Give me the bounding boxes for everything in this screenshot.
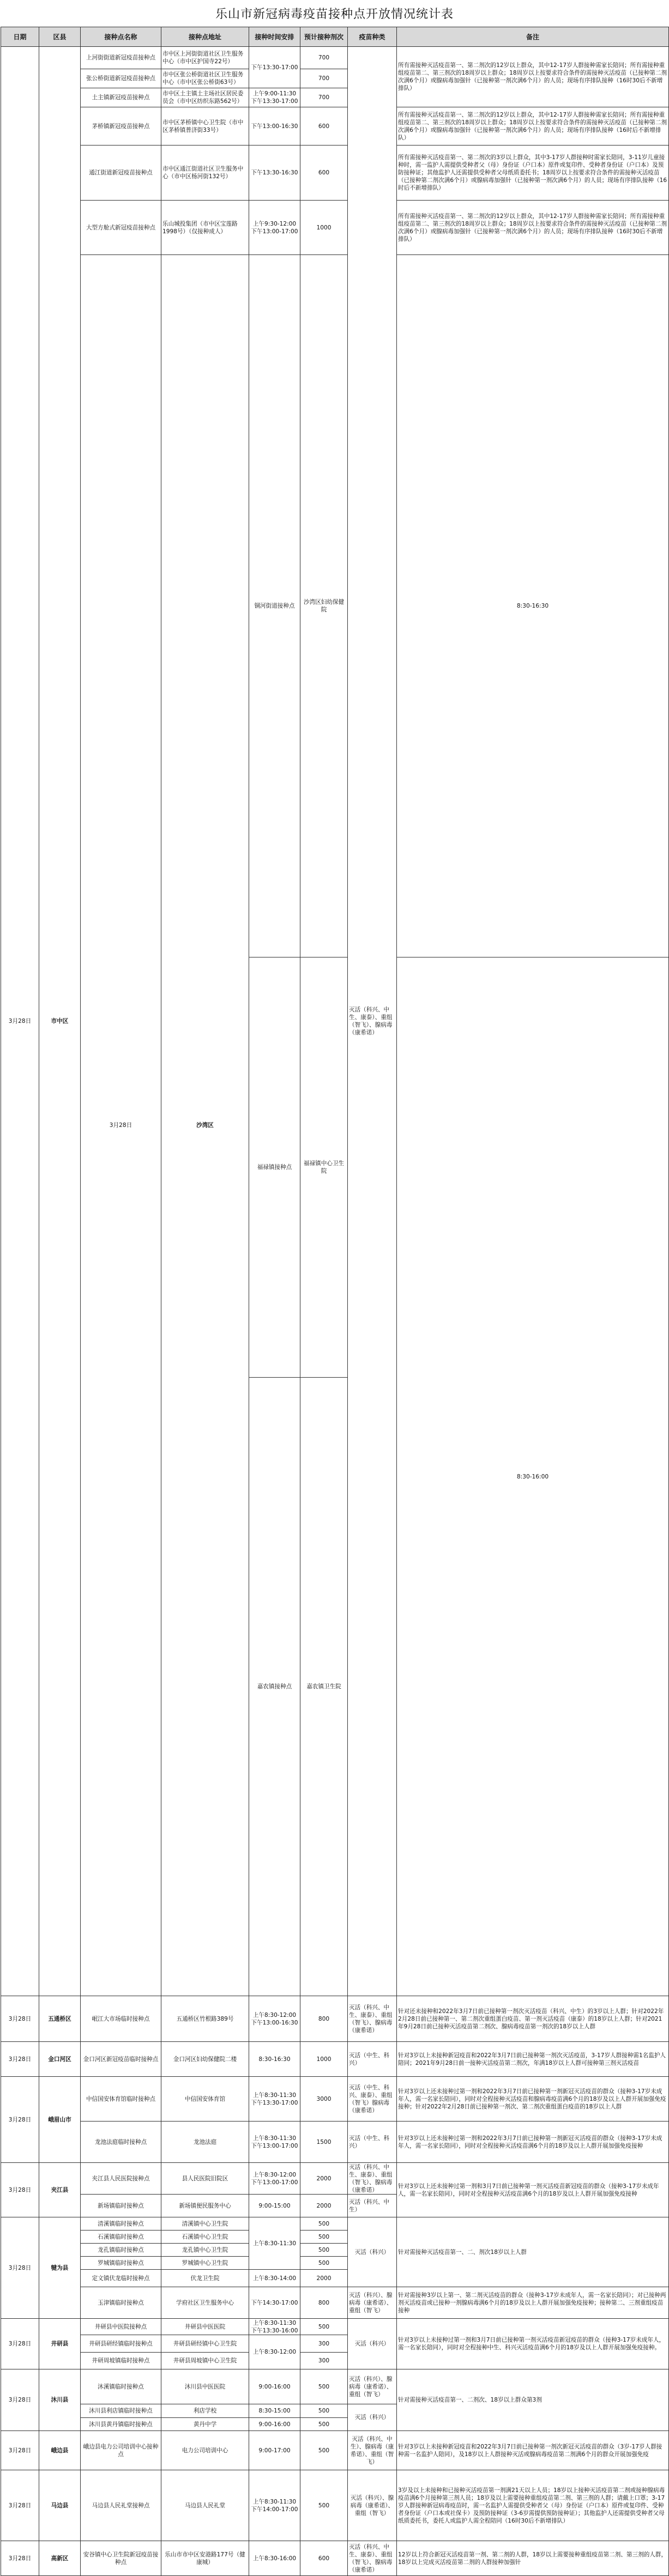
table-cell: 600 [300, 146, 348, 201]
table-cell: 上午8:30-14:00 [249, 2270, 300, 2287]
table-cell: 茅桥镇新冠疫苗接种点 [81, 107, 161, 146]
table-cell: 井研县研经镇临时接种点 [81, 2335, 161, 2353]
table-cell: 300 [300, 2353, 348, 2369]
header-site-name: 接种点名称 [81, 27, 161, 47]
table-cell: 龙孔镇中心卫生院 [161, 2244, 249, 2257]
table-row [1, 107, 669, 146]
table-cell: 新场镇便民服务中心 [161, 2195, 249, 2217]
table-cell: 3月28日 [1, 2431, 39, 2470]
table-cell: 罗城镇中心卫生院 [161, 2257, 249, 2270]
table-cell: 针对3岁以上未接种过第一剂和3月7日前已接种第一剂灭活疫苗新冠疫苗的群众（接种3-17岁未成年人，需一名家长陪同），同时对全程接种中生、科兴灭活疫苗满6个月的18岁及以上人群开展加强免疫接种。 [397, 2319, 669, 2369]
table-cell: 灭活（科兴） [348, 2404, 397, 2431]
table-cell: 沐川县利店镇临时接种点 [81, 2404, 161, 2418]
table-cell: 灭活（科兴、中生）、腺病毒（康希诺）、重组（智飞） [348, 2431, 397, 2470]
table-row [1, 2077, 669, 2122]
header-doses: 预计接种剂次 [300, 27, 348, 47]
table-cell: 安谷镇中心卫生院新冠疫苗接种点 [81, 2541, 161, 2576]
table-cell: 上午8:30-12:00 [249, 2335, 300, 2369]
table-cell: 市中区 [39, 47, 81, 1996]
table-cell: 针对3岁以上还未接种过第一剂和2022年3月7日前已接种第一剂新冠灭活疫苗的群众（接种3-17岁未成年人，需一名家长陪同），同时对全程接种灭活疫苗和腺病毒疫苗满6个月的18岁及以上人群开展加强免疫接种；针对2022年2月28日前已接种第一剂次、第二剂次重组蛋白疫苗的18岁以上人群 [397, 2077, 669, 2122]
table-cell: 五通桥区 [39, 1996, 81, 2042]
table-cell: 灭活（科兴） [348, 2319, 397, 2369]
table-cell: 市中区通江街道社区卫生服务中心（市中区杨河街132号） [161, 146, 249, 201]
table-cell: 所有需接种灭活疫苗第一、第二剂次的3岁以上群众，其中3-17岁人群接种时需家长陪同，3-11岁儿童接种时，需一监护人需提供受种者父（母）身份证（户口本）原件或复印件、受种者身份证（户口本）及预防接种证；其他监护人还需提供受种者父母纸质委托书；18周岁以上按要求符合条件的需接种灭活疫苗（已接种第二剂次满6个月）或腺病毒加强针（已接种第一剂次满6个月）的人员；现场有序排队接种（16时后不新增排队） [397, 146, 669, 201]
table-cell: 市中区上河街街道社区卫生服务中心（市中区护国寺22号） [161, 47, 249, 69]
table-cell: 灭活（科兴、中生、康泰）、重组（智飞）、腺病毒（康希诺） [348, 2541, 397, 2576]
table-cell: 定文镇伏龙临时接种点 [81, 2270, 161, 2287]
table-cell: 大型方舱式新冠疫苗接种点 [81, 201, 161, 255]
table-cell: 灭活（中生、科兴） [348, 2042, 397, 2077]
table-cell: 新场镇临时接种点 [81, 2195, 161, 2217]
table-row [1, 1996, 669, 2042]
table-cell: 3月28日 [1, 2319, 39, 2369]
table-cell: 马边县 [39, 2470, 81, 2541]
table-body [1, 47, 669, 2576]
table-cell: 针对还未接种和2022年3月7日前已接种第一剂次灭活疫苗（科兴、中生）的3岁以上人群；针对2022年2月28日前已接种第一、第二剂次重组蛋白疫苗、第一剂灭活疫苗（康泰）的18岁以上人群；针对2021年9月28日前已接种灭活疫苗第二剂次、腺病毒疫苗第一剂次的18岁以上人群 [397, 1996, 669, 2042]
table-cell: 岷江大市场临时接种点 [81, 1996, 161, 2042]
table-cell: 3月28日 [1, 2163, 39, 2217]
table-cell: 清溪镇中心卫生院 [161, 2217, 249, 2230]
table-cell: 黄丹中学 [161, 2418, 249, 2431]
table-cell: 金口河区妇幼保健院二楼 [161, 2042, 249, 2077]
table-cell: 8:30-16:00 [397, 957, 669, 1996]
table-cell: 9:00-16:00 [249, 2418, 300, 2431]
table-cell: 灭活（科兴） [348, 2217, 397, 2287]
table-cell: 3月28日 [1, 2077, 39, 2163]
table-cell: 下午13:30-16:30 [249, 146, 300, 201]
table-cell: 8:30-16:30 [249, 2042, 300, 2077]
table-cell: 玉津镇临时接种点 [81, 2287, 161, 2319]
table-cell: 500 [300, 2319, 348, 2335]
table-row [1, 2470, 669, 2541]
table-cell: 下午13:00-16:30 [249, 107, 300, 146]
table-cell: 井研县中医医院 [161, 2319, 249, 2335]
table-cell: 针对3岁以上还未接种过第一剂和3月7日前已接种第一剂灭活疫苗新冠疫苗的群众（接种3-17岁未成年人，需一名家长陪同），同时对全程接种灭活疫苗满6个月的18岁及以上人群开展加强免疫接种 [397, 2163, 669, 2217]
table-cell: 石溪镇中心卫生院 [161, 2230, 249, 2244]
table-cell: 上午8:30-11:30 下午13:30-16:00 [249, 2319, 300, 2335]
table-cell: 金口河区新冠疫苗临时接种点 [81, 2042, 161, 2077]
table-cell: 市中区土主镇土主场社区居民委员会（市中区纺织东路562号） [161, 88, 249, 107]
table-cell: 马边县人民礼堂 [161, 2470, 249, 2541]
table-cell: 石溪镇临时接种点 [81, 2230, 161, 2244]
table-cell: 500 [300, 2431, 348, 2470]
table-row [1, 2431, 669, 2470]
table-cell: 9:00-15:00 [249, 2195, 300, 2217]
table-cell: 500 [300, 2217, 348, 2230]
table-cell: 9:00-16:00 [249, 2369, 300, 2404]
table-cell: 学府社区卫生服务中心 [161, 2287, 249, 2319]
table-cell: 井研县中医院接种点 [81, 2319, 161, 2335]
table-cell: 沐川县中医医院 [161, 2369, 249, 2404]
table-row [1, 2369, 669, 2404]
table-row [1, 47, 669, 69]
table-cell: 上午8:30-12:00 下午13:00-17:00 [249, 2163, 300, 2195]
table-cell: 中信国安体育馆 [161, 2077, 249, 2122]
table-cell: 1500 [300, 2122, 348, 2163]
table-cell: 灭活（科兴、中生、康泰）、重组（智飞）、腺病毒（康希诺） [348, 1996, 397, 2042]
table-cell: 500 [300, 2244, 348, 2257]
table-cell: 3月28日 [1, 2369, 39, 2431]
table-cell: 沙湾区妇幼保健院 [300, 255, 348, 957]
table-cell: 3岁及以上未接种和已接种灭活疫苗第一剂满21天以上人员；18岁以上接种灭活疫苗第二剂或接种腺病毒疫苗满6个月接种第三剂人员；18岁及以上需要接种重组疫苗第二剂、第三剂的人群；请戴上口罩；3-17岁人群接种新冠病毒疫苗时，需一名监护人需提供受种者父（母）身份证（户口本）原件或复印件、受种者身份证（户口本或社保卡）及预防接种证（3-6岁需提供预防接种证）；其他监护人还需提供受种者父母纸质委托书，委托人或监护人需全程陪同（16时30后不新增排队） [397, 2470, 669, 2541]
header-site-address: 接种点地址 [161, 27, 249, 47]
header-date: 日期 [1, 27, 39, 47]
table-cell: 峨边县 [39, 2431, 81, 2470]
table-row [1, 2287, 669, 2319]
table-cell: 所有需接种灭活疫苗第一、第二剂次的12岁以上群众，其中12-17岁人群接种需家长陪同；所有需接种重组疫苗第二、第三剂次的18周岁以上群众；18周岁以上按要求符合条件的需接种灭活疫苗（已接种第二剂次满6个月）或腺病毒加强针（已接种第一剂次满6个月）的人员；现场有序排队接种（16时30后不新增排队） [397, 201, 669, 255]
table-cell: 中信国安体育馆临时接种点 [81, 2077, 161, 2122]
table-cell: 3月28日 [1, 1996, 39, 2042]
table-cell: 上午8:30-11:30 [249, 2217, 300, 2270]
table-cell: 井研周坡镇临时接种点 [81, 2353, 161, 2369]
header-vaccine-type: 疫苗种类 [348, 27, 397, 47]
table-cell: 1000 [300, 201, 348, 255]
table-cell: 上午8:30-16:00 [249, 2541, 300, 2576]
table-cell: 2000 [300, 2270, 348, 2287]
header-schedule: 接种时间安排 [249, 27, 300, 47]
header-row [1, 27, 669, 47]
table-cell: 500 [300, 2369, 348, 2404]
table-cell: 700 [300, 69, 348, 88]
table-cell: 井研县周坡镇中心卫生院 [161, 2353, 249, 2369]
table-cell: 针对3岁以上未接种新冠疫苗和2022年3月7日前已接种第一剂次灭活疫苗，3-17岁人群接种需1名监护人陪同；2021年9月28日前一接种灭活疫苗第二剂次，年满18岁以上人群可接种第三剂灭活疫苗 [397, 2042, 669, 2077]
table-cell: 铜河街道接种点 [249, 255, 300, 957]
table-cell: 马边县人民礼堂接种点 [81, 2470, 161, 2541]
table-cell: 峨眉山市 [39, 2077, 81, 2163]
table-cell: 600 [300, 107, 348, 146]
table-cell: 市中区张公桥街道社区卫生服务中心（市中区张公桥街63号） [161, 69, 249, 88]
table-cell: 3月28日 [81, 255, 161, 1996]
table-cell: 500 [300, 2230, 348, 2244]
table-cell: 上午9:30-12:00 下午13:00-17:00 [249, 201, 300, 255]
table-cell: 500 [300, 2404, 348, 2418]
table-cell: 针对需接种灭活疫苗第一、二、剂次18岁以上人群 [397, 2217, 669, 2287]
table-cell: 针对3岁以上还未接种过第一剂和2022年3月7日前已接种第一剂新冠灭活疫苗的群众（接种3-17岁未成年人，需一名家长陪同），同时对全程接种灭活疫苗满6个月的18岁及以上人群开展加强免疫接种 [397, 2122, 669, 2163]
table-cell: 1000 [300, 2042, 348, 2077]
table-cell: 灭活（科兴、中生、康泰）、重组（智飞）、腺病毒（康希诺） [348, 47, 397, 1996]
table-cell: 沐川县 [39, 2369, 81, 2431]
table-cell: 乐山市市中区安港路177号（健康城） [161, 2541, 249, 2576]
table-cell: 沐川县黄丹镇临时接种点 [81, 2418, 161, 2431]
table-cell: 灭活（科兴、中生） [348, 2195, 397, 2217]
table-cell: 福禄镇接种点 [249, 957, 300, 1378]
table-cell: 灭活（科兴）、腺病毒（康希诺）、重组（智飞） [348, 2470, 397, 2541]
table-cell: 3月28日 [1, 2042, 39, 2077]
table-row [1, 146, 669, 201]
table-cell: 五通桥区竹根路389号 [161, 1996, 249, 2042]
table-cell: 市中区茅桥镇中心卫生院（市中区茅桥镇普济街33号） [161, 107, 249, 146]
table-cell: 夹江县 [39, 2163, 81, 2217]
table-cell: 3000 [300, 2077, 348, 2122]
table-cell: 500 [300, 2418, 348, 2431]
table-cell: 嘉农镇接种点 [249, 1378, 300, 1996]
table-cell: 峨边县电力公司培训中心接种点 [81, 2431, 161, 2470]
table-cell: 灭活（科兴）、腺病毒（康希诺）、重组（智飞） [348, 2287, 397, 2319]
table-row [1, 2122, 669, 2163]
table-cell: 福禄镇中心卫生院 [300, 957, 348, 1378]
table-cell: 金口河区 [39, 2042, 81, 2077]
table-cell: 针对需接种3岁以上第一、第二剂灭活疫苗的群众（接种3-17岁未成年人，需一名家长陪同）；对已接种两剂灭活疫苗或已接种一剂腺病毒满6个月的18岁及以上人群开展加强免疫接种；接种第二、三剂重组疫苗接种 [397, 2287, 669, 2319]
table-cell: 500 [300, 2470, 348, 2541]
table-cell: 乐山城投集团（市中区宝莲路1998号）（仅接种成人） [161, 201, 249, 255]
table-cell: 500 [300, 2257, 348, 2270]
table-cell: 井研县 [39, 2319, 81, 2369]
table-cell: 上午8:30-11:30 下午14:00-17:00 [249, 2470, 300, 2541]
table-cell: 2000 [300, 2195, 348, 2217]
table-cell: 3月28日 [1, 47, 39, 1996]
table-cell: 利店学校 [161, 2404, 249, 2418]
header-district: 区县 [39, 27, 81, 47]
table-cell: 犍为县 [39, 2217, 81, 2319]
table-cell: 张公桥街道新冠疫苗接种点 [81, 69, 161, 88]
table-cell: 罗城镇临时接种点 [81, 2257, 161, 2270]
table-cell: 县人民医院旧院区 [161, 2163, 249, 2195]
table-cell: 所有需接种灭活疫苗第一、第二剂次的12岁以上群众，其中12-17岁人群接种需家长陪同；所有需接种重组疫苗第二、第三剂次的18周岁以上群众；18周岁以上按要求符合条件的需接种灭活疫苗（已接种第二剂次满6个月）或腺病毒加强针（已接种第一剂次满6个月）的人员；现场有序排队接种（16时30后不新增排队） [397, 47, 669, 107]
table-cell: 夹江县人民医院接种点 [81, 2163, 161, 2195]
table-cell: 700 [300, 88, 348, 107]
vaccination-table [1, 27, 669, 2576]
table-cell: 上午8:30-12:00 下午13:00-16:30 [249, 1996, 300, 2042]
table-cell: 高新区 [39, 2541, 81, 2576]
table-cell: 龙池法庭临时接种点 [81, 2122, 161, 2163]
table-cell: 8:30-16:30 [397, 255, 669, 957]
table-cell: 12岁以上符合新冠灭活疫苗第一剂、第二剂的人群，18岁以上需要接种重组疫苗第二剂、第三剂的人群，18岁以上完成灭活疫苗第二剂的人群接种加强针 [397, 2541, 669, 2576]
table-cell: 所有需接种灭活疫苗第一、第二剂次的12岁以上群众，其中12-17岁人群接种需家长陪同；所有需接种重组疫苗第二、第三剂次的18周岁以上群众；18周岁以上按要求符合条件的需接种灭活疫苗（已接种第二剂次满6个月）或腺病毒加强针（已接种第一剂次满6个月）的人员；现场有序排队接种（16时后不新增排队） [397, 107, 669, 146]
table-cell: 上午8:30-11:30 下午13:30-17:00 [249, 2077, 300, 2122]
table-row [1, 2319, 669, 2335]
table-cell: 龙孔镇临时接种点 [81, 2244, 161, 2257]
table-cell: 上河街街道新冠疫苗接种点 [81, 47, 161, 69]
header-notes: 备注 [397, 27, 669, 47]
table-cell: 沐溪镇临时接种点 [81, 2369, 161, 2404]
table-cell: 上午8:30-11:30 下午13:00-17:00 [249, 2122, 300, 2163]
table-cell: 800 [300, 2287, 348, 2319]
table-row [1, 2163, 669, 2195]
table-row [1, 2217, 669, 2230]
table-cell: 针对需接种灭活疫苗第一、二剂次、18岁以上群众第3剂 [397, 2369, 669, 2431]
table-cell: 灭活（中生、科兴） [348, 2122, 397, 2163]
table-cell: 灭活（科兴）、腺病毒（康希诺）、重组（智飞） [348, 2369, 397, 2404]
table-cell: 8:30-15:00 [249, 2404, 300, 2418]
table-row [1, 2541, 669, 2576]
table-cell: 电力公司培训中心 [161, 2431, 249, 2470]
table-cell: 700 [300, 47, 348, 69]
table-cell: 3月28日 [1, 2470, 39, 2541]
table-cell: 伏龙卫生院 [161, 2270, 249, 2287]
table-cell: 600 [300, 2541, 348, 2576]
table-cell: 下午14:30-17:00 [249, 2287, 300, 2319]
table-cell: 通江街道新冠疫苗接种点 [81, 146, 161, 201]
table-row [1, 255, 669, 957]
table-cell: 下午13:30-17:00 [249, 47, 300, 88]
table-cell: 井研县研经镇中心卫生院 [161, 2335, 249, 2353]
table-row [1, 201, 669, 255]
table-cell: 上午9:00-11:30 下午13:30-17:00 [249, 88, 300, 107]
page-title: 乐山市新冠病毒疫苗接种点开放情况统计表 [215, 7, 454, 21]
table-cell: 9:00-17:00 [249, 2431, 300, 2470]
table-cell: 针对3岁以上未接种新冠疫苗和2022年3月7日前已接种第一剂次新冠灭活疫苗的群众（3岁-17岁人群接种需一名监护人陪同），及18岁以上人群接种灭活或腺病毒疫苗第二剂满6个月的群众开展加强免疫 [397, 2431, 669, 2470]
table-cell: 灭活（中生、科兴、康泰）、重组（智飞）腺病毒（康希诺） [348, 2077, 397, 2122]
table-cell: 灭活（科兴、中生、康泰）、重组（智飞）、腺病毒（康希诺） [348, 2163, 397, 2195]
table-cell: 土主镇新冠疫苗接种点 [81, 88, 161, 107]
table-row [1, 2042, 669, 2077]
table-cell: 嘉农镇卫生院 [300, 1378, 348, 1996]
table-cell: 清溪镇临时接种点 [81, 2217, 161, 2230]
table-cell: 3月28日 [1, 2217, 39, 2319]
table-cell: 龙池法庭 [161, 2122, 249, 2163]
table-cell: 沙湾区 [161, 255, 249, 1996]
table-cell: 300 [300, 2335, 348, 2353]
table-cell: 2000 [300, 2163, 348, 2195]
table-cell: 800 [300, 1996, 348, 2042]
table-cell: 3月28日 [1, 2541, 39, 2576]
